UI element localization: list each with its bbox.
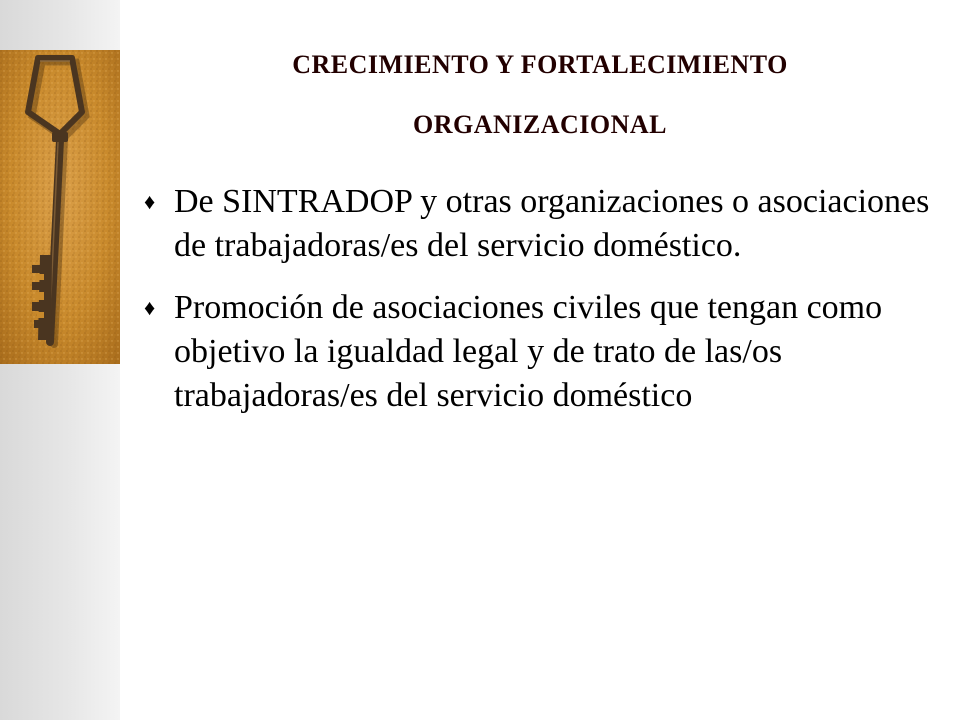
slide-title-line2: ORGANIZACIONAL (412, 110, 668, 139)
antique-key-icon (0, 50, 120, 364)
bullet-item (142, 286, 932, 418)
slide-title-line1: CRECIMIENTO Y FORTALECIMIENTO (292, 50, 788, 79)
diamond-bullet-icon: ♦ (144, 189, 156, 214)
bullet-list (142, 180, 932, 436)
bullet-item (142, 180, 932, 268)
key-photo (0, 50, 120, 364)
bullet-text: Promoción de asociaciones civiles que tengan como objetivo la igualdad legal y de trato de las/os trabajadoras/es del servicio doméstico (174, 289, 883, 414)
bullet-text: De SINTRADOP y otras organizaciones o asociaciones de trabajadoras/es del servicio doméstico. (174, 183, 930, 264)
diamond-bullet-icon: ♦ (144, 295, 156, 320)
